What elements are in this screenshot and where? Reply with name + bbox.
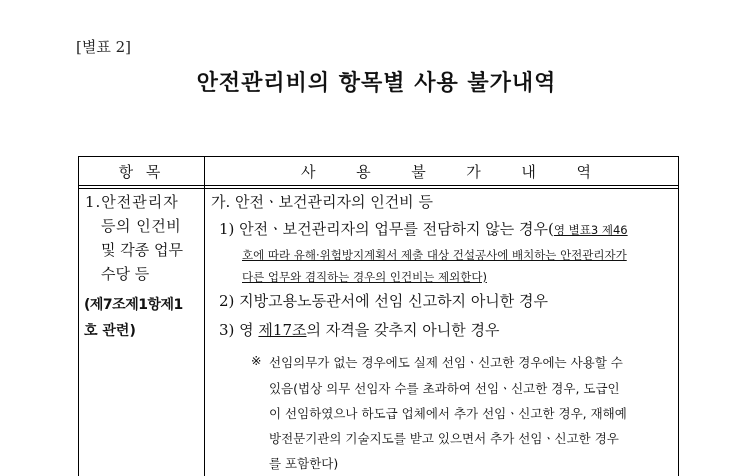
header-usage-restrictions (205, 161, 679, 182)
header-divider (79, 185, 678, 186)
note-line: 있음(법상 의무 선임자 수를 초과하여 선임ㆍ신고한 경우, 도급인 (269, 381, 620, 396)
header-char: 가 (466, 163, 481, 181)
item-3-suffix: 의 자격을 갖추지 아니한 경우 (306, 321, 500, 339)
item-1-exception-line: 호에 따라 유해·위험방지계획서 제출 대상 건설공사에 배치하는 안전관리자가 (242, 248, 627, 262)
restriction-item-2: 2) 지방고용노동관서에 선임 신고하지 아니한 경우 (219, 292, 549, 310)
note-line: 방전문기관의 기술지도를 받고 있으면서 추가 선임ㆍ신고한 경우 (269, 431, 619, 446)
restriction-item-1 (219, 218, 628, 239)
item-1-exception-line: 다른 업무와 겸직하는 경우의 인건비는 제외한다) (242, 270, 487, 284)
annex-tag: [별표 2] (76, 38, 131, 56)
header-char: 사 (301, 163, 316, 181)
note-line: 선임의무가 없는 경우에도 실제 선임ㆍ신고한 경우에는 사용할 수 (269, 355, 623, 370)
item-1-paren: ( (548, 220, 554, 238)
item-category-line: 및 각종 업무 (101, 241, 183, 259)
header-divider-double (79, 188, 678, 189)
legal-reference-line: 호 관련) (84, 323, 136, 339)
header-char: 내 (521, 163, 536, 181)
section-heading: 가. 안전ㆍ보건관리자의 인건비 등 (211, 193, 433, 211)
header-char: 불 (411, 163, 426, 181)
item-category-line: 수당 등 (101, 265, 150, 283)
note-mark: ※ (251, 353, 262, 368)
item-1-text: 1) 안전ㆍ보건관리자의 업무를 전담하지 않는 경우 (219, 220, 549, 238)
header-char: 역 (576, 163, 591, 181)
note-line: 를 포함한다) (269, 456, 339, 471)
item-1-exception: 영 별표3 제46 (553, 223, 628, 237)
usage-restriction-table (78, 156, 679, 476)
note-line: 이 선임하였으나 하도급 업체에서 추가 선임ㆍ신고한 경우, 재해예 (269, 406, 627, 421)
item-3-prefix: 3) 영 (219, 321, 259, 339)
legal-reference-line: (제7조제1항제1 (84, 297, 183, 313)
article-17-link[interactable]: 제17조 (258, 321, 307, 339)
restriction-item-3 (219, 319, 499, 340)
header-char: 용 (356, 163, 371, 181)
header-item: 항 목 (118, 163, 165, 181)
item-category-line: 1.안전관리자 (85, 193, 179, 211)
document-title: 안전관리비의 항목별 사용 불가내역 (196, 71, 557, 96)
item-category-line: 등의 인건비 (101, 217, 182, 235)
